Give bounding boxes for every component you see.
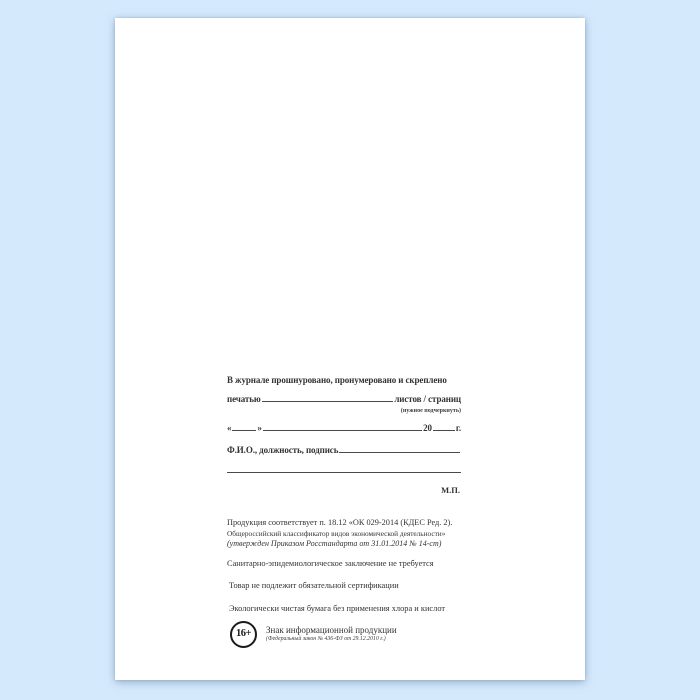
- year-prefix: 20: [423, 423, 432, 433]
- document-page: [115, 18, 585, 680]
- info-sign-title: Знак информационной продукции: [266, 625, 397, 635]
- signature-blank-line-2: [227, 464, 461, 473]
- open-quote: «: [227, 423, 232, 433]
- year-blank: [433, 430, 455, 431]
- stamp-place-label: М.П.: [441, 485, 460, 495]
- age-16-plus-icon: 16+: [230, 621, 257, 648]
- info-sign-text: [266, 621, 397, 643]
- seal-line: [227, 394, 461, 404]
- close-quote: »: [257, 423, 262, 433]
- signature-blank: [339, 452, 460, 453]
- fio-label: Ф.И.О., должность, подпись: [227, 445, 339, 455]
- date-line: [227, 423, 461, 433]
- compliance-line-2: Общероссийский классификатор видов экономической деятельности»: [227, 528, 446, 538]
- sanitary-statement: Санитарно-эпидемиологическое заключение не требуется: [227, 559, 434, 568]
- compliance-paragraph: [227, 518, 461, 549]
- sheets-pages-label: листов / страниц: [394, 394, 461, 404]
- signature-line: [227, 445, 461, 455]
- compliance-line-3: (утвержден Приказом Росстандарта от 31.01.2014 № 14-ст): [227, 538, 442, 548]
- info-sign-law: (Федеральный закон № 436-ФЗ от 29.12.2010 г.): [266, 636, 386, 642]
- binding-statement: В журнале прошнуровано, пронумеровано и скреплено: [227, 375, 447, 385]
- month-blank: [263, 430, 422, 431]
- year-suffix: г.: [455, 423, 461, 433]
- compliance-line-1: Продукция соответствует п. 18.12 «ОК 029-2014 (КДЕС Ред. 2).: [227, 518, 453, 527]
- certification-statement: Товар не подлежит обязательной сертификации: [229, 581, 399, 590]
- day-blank: [232, 430, 256, 431]
- sheets-count-blank: [262, 401, 394, 402]
- info-product-sign: [227, 621, 461, 648]
- seal-prefix-label: печатью: [227, 394, 261, 404]
- ecology-statement: Экологически чистая бумага без применения хлора и кислот: [229, 604, 446, 613]
- underline-note: (нужное подчеркнуть): [400, 408, 461, 414]
